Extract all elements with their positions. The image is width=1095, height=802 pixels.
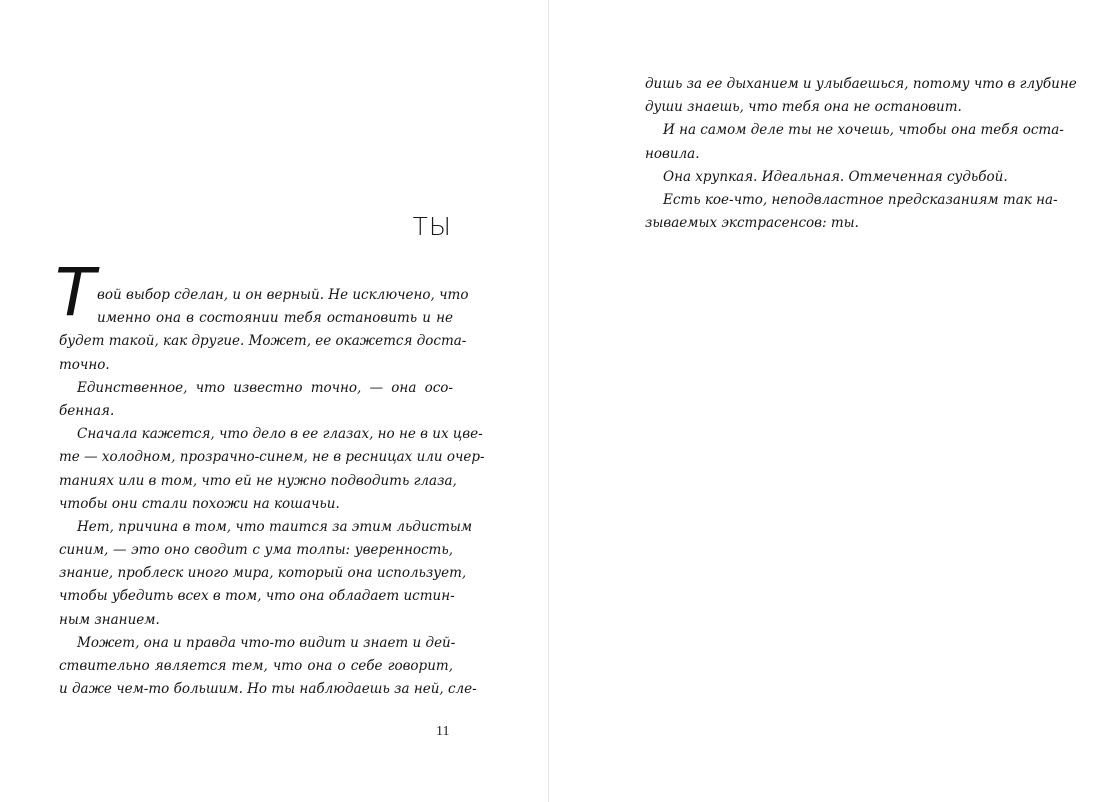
paragraph	[59, 377, 453, 423]
text-line: зываемых экстрасенсов: ты.	[645, 215, 859, 232]
text-line: и даже чем-то большим. Но ты наблюдаешь за ней, сле-	[59, 681, 477, 698]
right-page-text	[645, 73, 1077, 235]
text-line: ствительно является тем, что она о себе говорит,	[59, 658, 453, 674]
left-page-text	[55, 254, 485, 701]
text-line: Может, она и правда что-то видит и знает и дей-	[77, 634, 456, 651]
text-line: Она хрупкая. Идеальная. Отмеченная судьбой.	[663, 168, 1008, 185]
text-line: синим, — это оно сводит с ума толпы: уверенность,	[59, 542, 453, 559]
text-line: знание, проблеск иного мира, который она использует,	[59, 565, 467, 582]
text-line: чтобы они стали похожи на кошачьи.	[59, 495, 340, 512]
text-line: Сначала кажется, что дело в ее глазах, но не в их цве-	[77, 426, 483, 443]
text-line: чтобы убедить всех в том, что она обладает истин-	[59, 588, 455, 605]
text-line: Единственное, что известно точно, — она осо-	[77, 379, 453, 396]
paragraph	[645, 189, 1058, 235]
text-line: новила.	[645, 145, 700, 162]
right-page	[549, 0, 1095, 802]
text-line: те — холодном, прозрачно-синем, не в ресницах или очер-	[59, 449, 485, 466]
text-line: именно она в состоянии тебя остановить и не	[97, 310, 453, 327]
chapter-title: ТЫ	[412, 212, 452, 241]
text-line: И на самом деле ты не хочешь, чтобы она тебя оста-	[663, 122, 1064, 139]
paragraph	[59, 423, 485, 516]
drop-cap: Т	[55, 254, 96, 331]
text-line: таниях или в том, что ей не нужно подводить глаза,	[59, 472, 457, 489]
paragraph	[645, 166, 1037, 189]
text-line: точно.	[59, 356, 110, 373]
text-line: Нет, причина в том, что таится за этим льдистым	[77, 518, 473, 535]
text-line: бенная.	[59, 402, 115, 419]
paragraph	[645, 73, 1077, 119]
paragraph	[55, 254, 469, 377]
page-number: 11	[436, 724, 450, 739]
paragraph	[645, 119, 1064, 165]
text-line: дишь за ее дыханием и улыбаешься, потому что в глубине	[645, 76, 1077, 92]
text-line: ным знанием.	[59, 611, 160, 628]
text-line: вой выбор сделан, и он верный. Не исключено, что	[97, 287, 469, 303]
paragraph	[59, 632, 477, 702]
text-line: души знаешь, что тебя она не остановит.	[645, 99, 962, 116]
text-line: будет такой, как другие. Может, ее окажется доста-	[59, 333, 467, 350]
paragraph	[59, 516, 473, 632]
text-line: Есть кое-что, неподвластное предсказаниям так на-	[663, 191, 1058, 208]
